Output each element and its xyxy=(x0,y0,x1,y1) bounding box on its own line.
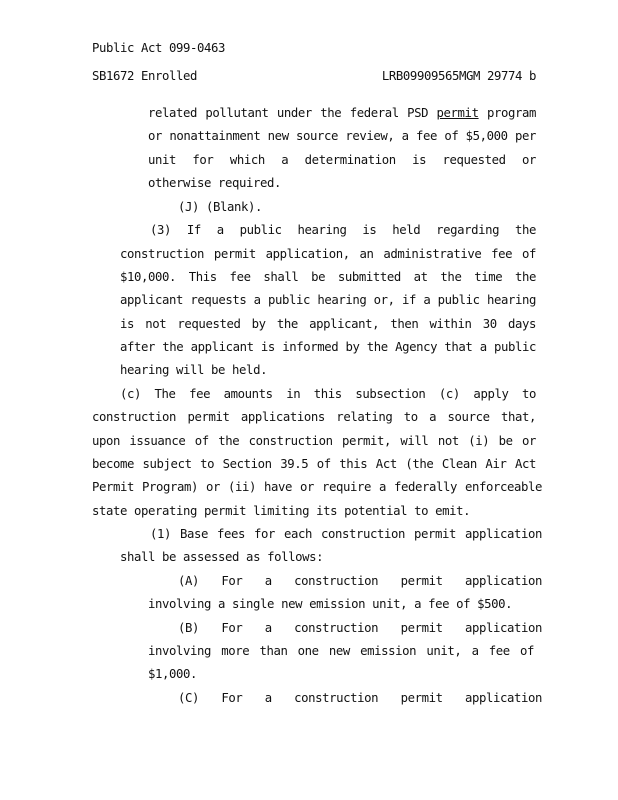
text-line: (c) The fee amounts in this subsection (c) apply to xyxy=(120,387,536,401)
text-line: otherwise required. xyxy=(148,176,282,190)
text-line: involving a single new emission unit, a fee of $500. xyxy=(148,597,513,611)
bill-number: SB1672 Enrolled xyxy=(92,69,198,83)
text-line: applicant requests a public hearing or, if a public hearing xyxy=(120,293,536,307)
text-line: (C) For a construction permit application xyxy=(178,691,542,705)
text-line: state operating permit limiting its potential to emit. xyxy=(92,504,471,518)
text-line: $10,000. This fee shall be submitted at the time the xyxy=(120,270,536,284)
text-line: upon issuance of the construction permit, will not (i) be or xyxy=(92,434,536,448)
text-line: (1) Base fees for each construction permit application xyxy=(150,527,542,541)
public-act-number: Public Act 099-0463 xyxy=(92,41,226,55)
text-line: involving more than one new emission unit, a fee of xyxy=(148,644,534,658)
text-line: (B) For a construction permit application xyxy=(178,621,542,635)
text-line: construction permit application, an administrative fee of xyxy=(120,247,536,261)
text-line: unit for which a determination is requested or xyxy=(148,153,536,167)
text-line: (J) (Blank). xyxy=(178,200,263,214)
text-line: or nonattainment new source review, a fee of $5,000 per xyxy=(148,129,536,143)
text-line: (3) If a public hearing is held regarding the xyxy=(150,223,536,237)
text-line: construction permit applications relating to a source that, xyxy=(92,410,536,424)
text-line: is not requested by the applicant, then within 30 days xyxy=(120,317,536,331)
text-line: $1,000. xyxy=(148,667,198,681)
text-line: after the applicant is informed by the Agency that a public xyxy=(120,340,536,354)
text-line: (A) For a construction permit application xyxy=(178,574,542,588)
lrb-number: LRB09909565MGM 29774 b xyxy=(381,69,536,83)
text-line: hearing will be held. xyxy=(120,363,268,377)
text-line: Permit Program) or (ii) have or require a federally enforceable xyxy=(92,480,542,494)
text-line: become subject to Section 39.5 of this Act (the Clean Air Act xyxy=(92,457,536,471)
underlined-word: permit xyxy=(436,106,479,120)
text-line: shall be assessed as follows: xyxy=(120,550,324,564)
text-line: related pollutant under the federal PSD permit program xyxy=(148,106,537,120)
